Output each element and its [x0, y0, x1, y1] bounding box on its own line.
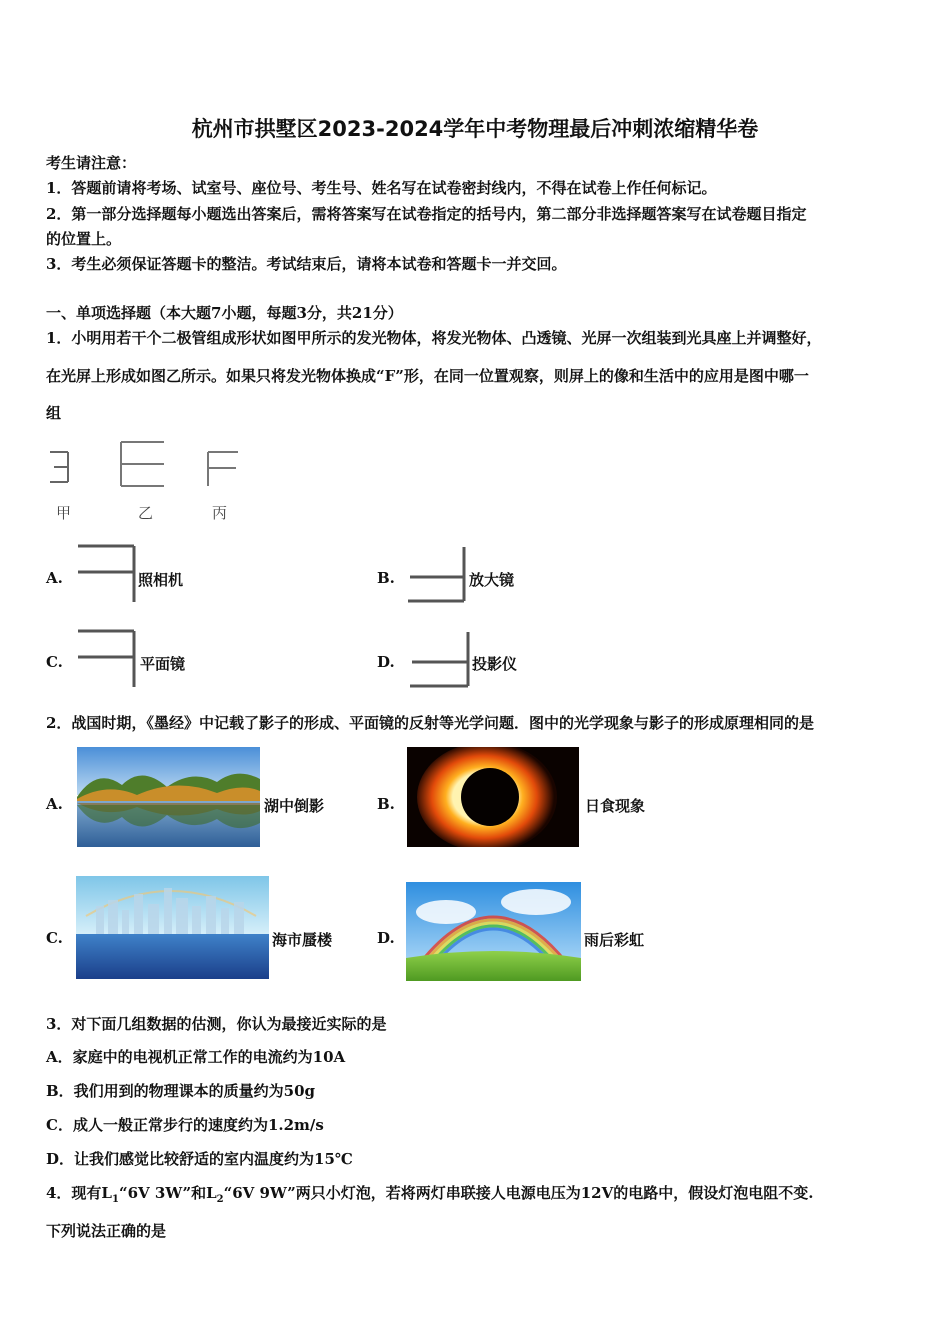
q2-option-c-text: 海市蜃楼 [272, 931, 333, 949]
q2-option-b-letter: B. [377, 795, 395, 813]
q3-option: C．成人一般正常步行的速度约为1.2m/s [46, 1116, 324, 1134]
option-b-text: 放大镜 [469, 571, 515, 589]
option-b-f-image [406, 545, 468, 605]
q3-option: D．让我们感觉比较舒适的室内温度约为15℃ [46, 1150, 353, 1168]
option-d-text: 投影仪 [472, 655, 518, 673]
q4-text-part: 4．现有L [46, 1184, 112, 1202]
notice-item: 2．第一部分选择题每小题选出答案后，需将答案写在试卷指定的括号内，第二部分非选择题答案写在试卷题目指定 [46, 205, 807, 223]
question-text: 在光屏上形成如图乙所示。如果只将发光物体换成“F”形，在同一位置观察，则屏上的像和生活中的应用是图中哪一 [46, 367, 809, 385]
q3-option: B．我们用到的物理课本的质量约为50g [46, 1082, 316, 1100]
figure-label-bing: 丙 [212, 504, 228, 522]
q2-option-d-letter: D. [377, 929, 395, 947]
option-b-letter: B. [377, 569, 395, 587]
figure-yi-shape [121, 442, 164, 486]
section-heading: 一、单项选择题（本大题7小题，每题3分，共21分） [46, 304, 403, 322]
page-title: 杭州市拱墅区2023-2024学年中考物理最后冲刺浓缩精华卷 [191, 117, 759, 141]
figure-bing-shape [208, 452, 238, 486]
notice-heading: 考生请注意： [46, 154, 137, 172]
option-c-text: 平面镜 [140, 655, 186, 673]
solar-eclipse-image [407, 747, 579, 847]
q4-subscript: 1 [111, 1194, 119, 1205]
option-c-letter: C. [46, 653, 63, 671]
q2-option-a-letter: A. [46, 795, 63, 813]
figure-jia-shape [50, 452, 68, 482]
q2-option-b-text: 日食现象 [585, 797, 646, 815]
q2-option-d-text: 雨后彩虹 [584, 931, 645, 949]
q2-option-c-letter: C. [46, 929, 63, 947]
q2-option-a-text: 湖中倒影 [264, 797, 325, 815]
q4-text-part: “6V 9W”两只小灯泡，若将两灯串联接人电源电压为12V的电路中，假设灯泡电阻不变. [223, 1184, 814, 1202]
question-text: 组 [46, 404, 62, 422]
question-text: 下列说法正确的是 [46, 1222, 167, 1240]
option-d-f-image [408, 630, 472, 690]
lake-reflection-image [77, 747, 260, 847]
q3-option: A．家庭中的电视机正常工作的电流约为10A [46, 1048, 346, 1066]
rainbow-image [406, 882, 581, 981]
option-a-letter: A. [46, 569, 63, 587]
notice-item: 的位置上。 [46, 230, 122, 248]
option-c-f-image [76, 627, 138, 689]
notice-item: 1．答题前请将考场、试室号、座位号、考生号、姓名写在试卷密封线内，不得在试卷上作任何标记。 [46, 179, 717, 197]
option-d-letter: D. [377, 653, 395, 671]
question-text: 2．战国时期，《墨经》中记载了影子的形成、平面镜的反射等光学问题．图中的光学现象与影子的形成原理相同的是 [46, 714, 814, 732]
q4-text-part: “6V 3W”和L [118, 1184, 217, 1202]
option-a-f-image [76, 542, 138, 604]
question-text: 3．对下面几组数据的估测，你认为最接近实际的是 [46, 1015, 387, 1033]
figure-label-yi: 乙 [138, 504, 154, 522]
question-text [46, 1182, 813, 1205]
q4-subscript: 2 [216, 1194, 224, 1205]
notice-item: 3．考生必须保证答题卡的整洁。考试结束后，请将本试卷和答题卡一并交回。 [46, 255, 567, 273]
option-a-text: 照相机 [138, 571, 184, 589]
mirage-image [76, 876, 269, 979]
question-text: 1．小明用若干个二极管组成形状如图甲所示的发光物体，将发光物体、凸透镜、光屏一次组装到光具座上并调整好， [46, 329, 822, 347]
figure-label-jia: 甲 [56, 504, 72, 522]
